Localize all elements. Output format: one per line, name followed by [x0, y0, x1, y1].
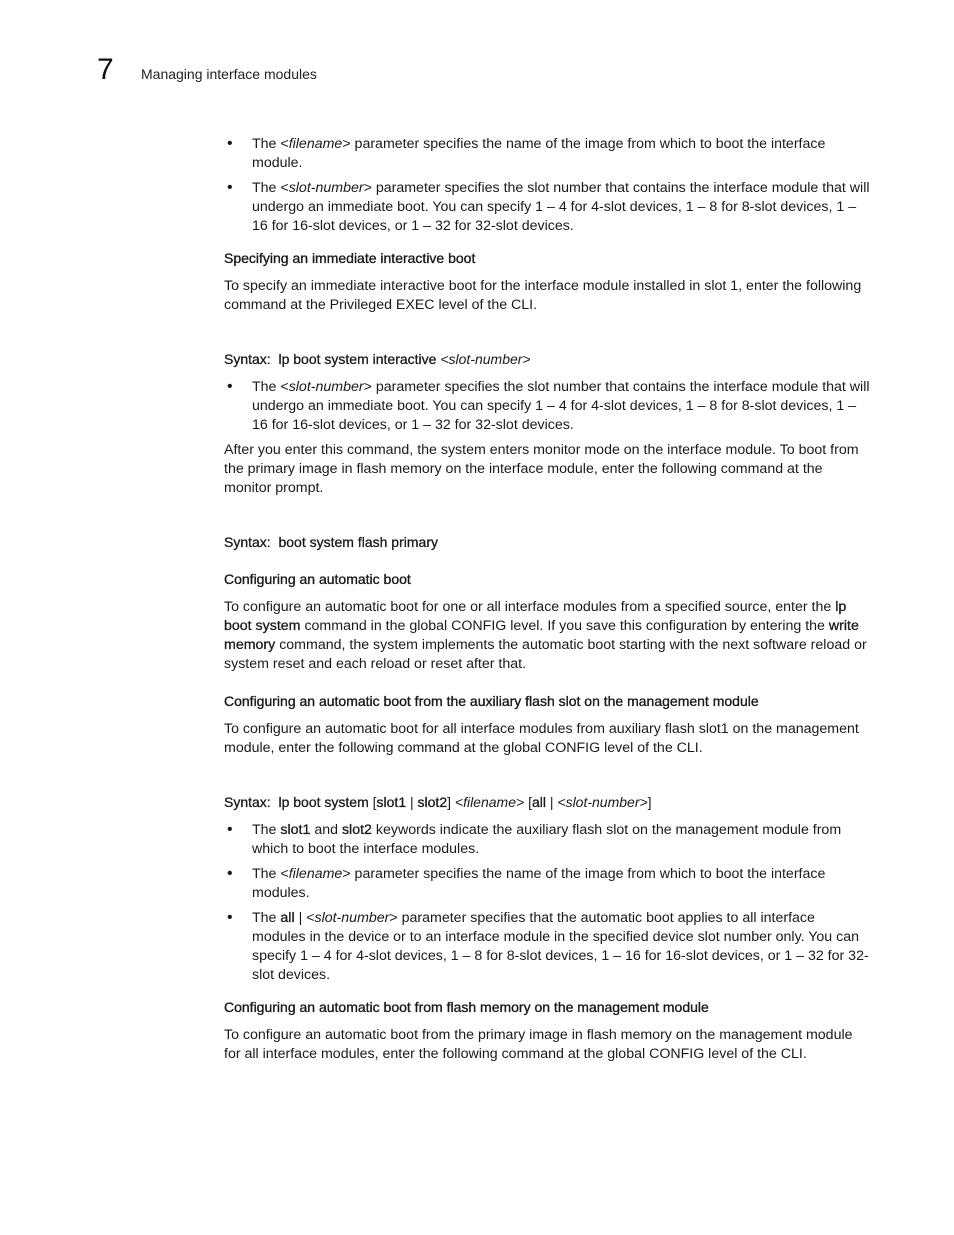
parameter-list-1	[224, 135, 870, 236]
section-heading-automatic-boot: Configuring an automatic boot	[224, 571, 411, 587]
list-item: • The all | <slot-number> parameter specifies that the automatic boot applies to all interface modules in the device or to an interface module in the specified device slot number only. You can specify 1 – 4 for 4-slot devices, 1 – 8 for 8-slot devices, 1 – 16 for 16-slot devices, or 1 – 32 for 32-slot devices.	[224, 909, 870, 985]
section-heading-auxiliary-flash: Configuring an automatic boot from the auxiliary flash slot on the management module	[224, 693, 759, 709]
syntax-line: Syntax: boot system flash primary	[224, 534, 438, 550]
chapter-title: Managing interface modules	[141, 66, 317, 82]
list-item: • The <slot-number> parameter specifies the slot number that contains the interface module that will undergo an immediate boot. You can specify 1 – 4 for 4-slot devices, 1 – 8 for 8-slot devices, 1 – 16 for 16-slot devices, or 1 – 32 for 32-slot devices.	[224, 378, 870, 435]
section-heading-flash-memory: Configuring an automatic boot from flash memory on the management module	[224, 999, 709, 1015]
paragraph: To configure an automatic boot from the primary image in flash memory on the management module for all interface modules, enter the following command at the global CONFIG level of the CLI.	[224, 1027, 853, 1062]
parameter-list-3	[224, 821, 870, 985]
page-content	[224, 135, 870, 1064]
chapter-number: 7	[97, 53, 114, 86]
paragraph: To configure an automatic boot for all interface modules from auxiliary flash slot1 on the management module, enter the following command at the global CONFIG level of the CLI.	[224, 721, 859, 756]
syntax-line: Syntax: lp boot system interactive <slot-number>	[224, 351, 531, 367]
list-item: • The slot1 and slot2 keywords indicate the auxiliary flash slot on the management module from which to boot the interface modules.	[224, 821, 870, 859]
paragraph: To configure an automatic boot for one or all interface modules from a specified source, enter the lp boot system command in the global CONFIG level. If you save this configuration by entering the write memory command, the system implements the automatic boot starting with the next software reload or system reset and each reload or reset after that.	[224, 599, 867, 672]
list-item: • The <slot-number> parameter specifies the slot number that contains the interface module that will undergo an immediate boot. You can specify 1 – 4 for 4-slot devices, 1 – 8 for 8-slot devices, 1 – 16 for 16-slot devices, or 1 – 32 for 32-slot devices.	[224, 179, 870, 236]
list-item: • The <filename> parameter specifies the name of the image from which to boot the interface module.	[224, 135, 870, 173]
syntax-line: Syntax: lp boot system [slot1 | slot2] <filename> [all | <slot-number>]	[224, 794, 652, 810]
list-item: • The <filename> parameter specifies the name of the image from which to boot the interface modules.	[224, 865, 870, 903]
paragraph: To specify an immediate interactive boot for the interface module installed in slot 1, enter the following command at the Privileged EXEC level of the CLI.	[224, 278, 862, 313]
section-heading-interactive-boot: Specifying an immediate interactive boot	[224, 250, 476, 266]
paragraph: After you enter this command, the system enters monitor mode on the interface module. To boot from the primary image in flash memory on the interface module, enter the following command at the monitor prompt.	[224, 442, 859, 496]
parameter-list-2	[224, 378, 870, 435]
